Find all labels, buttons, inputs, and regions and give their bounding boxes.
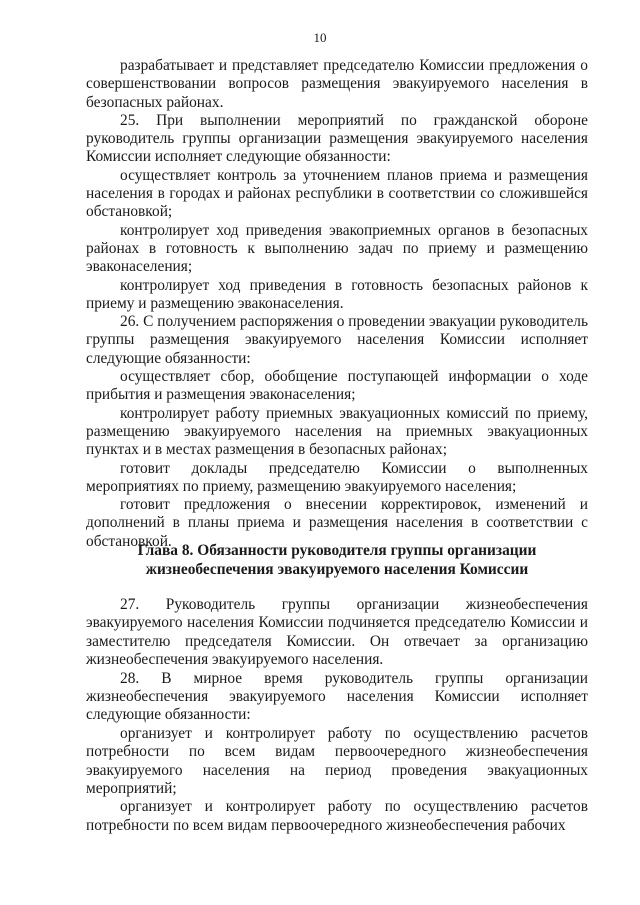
paragraph: контролирует работу приемных эвакуационных комиссий по приему, размещению эвакуируемого населения на приемных эвакуационных пунктах и в местах размещения в безопасных районах;: [86, 404, 588, 459]
paragraph: 25. При выполнении мероприятий по гражданской обороне руководитель группы организации размещения эвакуируемого населения Комиссии исполняет следующие обязанности:: [86, 111, 588, 166]
paragraph: организует и контролирует работу по осуществлению расчетов потребности по всем видам первоочередного жизнеобеспечения эвакуируемого населения на период проведения эвакуационных мероприятий;: [86, 724, 588, 798]
paragraph: готовит доклады председателю Комиссии о выполненных мероприятиях по приему, размещению эвакуируемого населения;: [86, 459, 588, 495]
paragraph: контролирует ход приведения эвакоприемных органов в безопасных районах в готовность к выполнению задач по приему и размещению эваконаселения;: [86, 221, 588, 276]
section-text-duties-life-support: [86, 596, 588, 835]
paragraph: осуществляет сбор, обобщение поступающей информации о ходе прибытия и размещения эваконаселения;: [86, 368, 588, 404]
paragraph: 26. С получением распоряжения о проведении эвакуации руководитель группы размещения эвакуируемого населения Комиссии исполняет следующие обязанности:: [86, 313, 588, 367]
section-text-duties-placement: [86, 57, 588, 551]
chapter-title-line-2: жизнеобеспечения эвакуируемого населения Комиссии: [145, 561, 529, 578]
paragraph: 28. В мирное время руководитель группы организации жизнеобеспечения эвакуируемого населения Комиссии исполняет следующие обязанности:: [86, 669, 588, 724]
chapter-heading: [86, 541, 588, 579]
paragraph: осуществляет контроль за уточнением планов приема и размещения населения в городах и районах республики в соответствии со сложившейся обстановкой;: [86, 166, 588, 221]
paragraph: готовит предложения о внесении корректировок, изменений и дополнений в планы приема и размещения населения в соответствии с обстановкой.: [86, 496, 588, 550]
paragraph: контролирует ход приведения в готовность безопасных районов к приему и размещению эваконаселения.: [86, 276, 588, 312]
paragraph: организует и контролирует работу по осуществлению расчетов потребности по всем видам первоочередного жизнеобеспечения рабочих: [86, 798, 588, 834]
chapter-title-line-1: Глава 8. Обязанности руководителя группы организации: [137, 542, 537, 559]
paragraph: разрабатывает и представляет председателю Комиссии предложения о совершенствовании вопросов размещения эвакуируемого населения в безопасных районах.: [86, 57, 588, 111]
paragraph: 27. Руководитель группы организации жизнеобеспечения эвакуируемого населения Комиссии подчиняется председателю Комиссии и заместителю председателя Комиссии. Он отвечает за организацию жизнеобеспечения эвакуируемого населения.: [86, 596, 588, 669]
page-number: 10: [313, 30, 327, 45]
